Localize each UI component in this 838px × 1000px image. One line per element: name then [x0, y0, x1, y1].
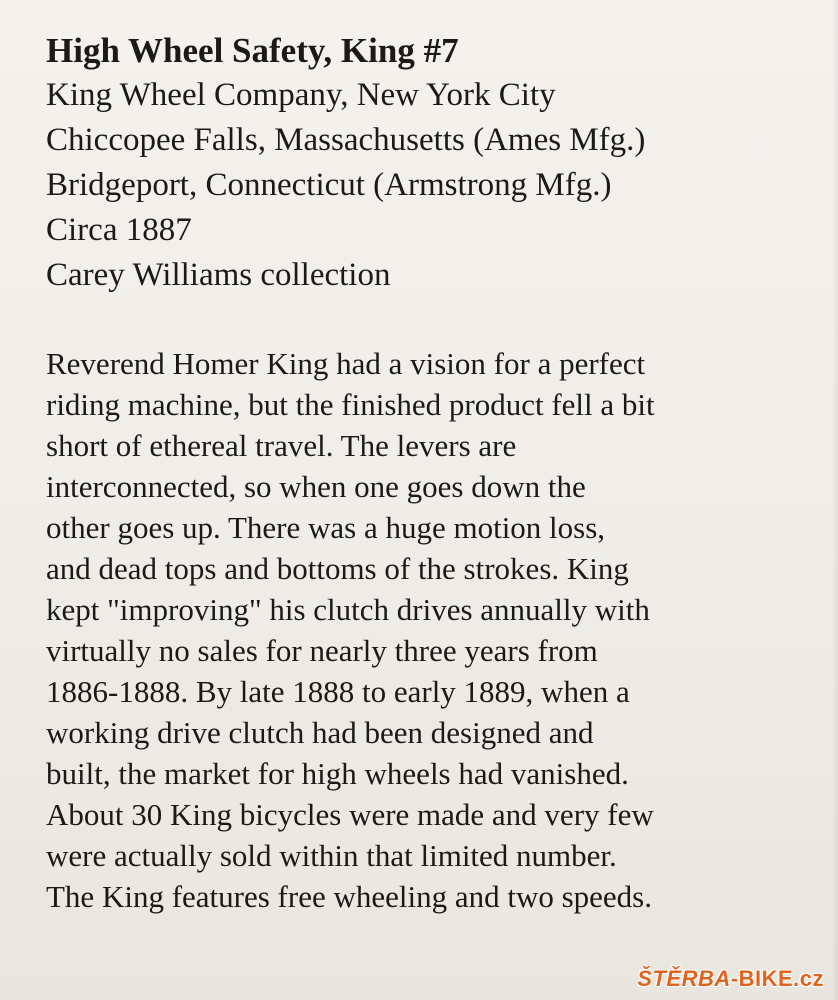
description-line: working drive clutch had been designed and: [46, 715, 594, 750]
description-line: 1886-1888. By late 1888 to early 1889, when a: [46, 674, 630, 709]
description-line: kept "improving" his clutch drives annually with: [46, 592, 650, 627]
description-line: were actually sold within that limited number.: [46, 838, 617, 873]
description-line: other goes up. There was a huge motion loss,: [46, 510, 606, 545]
location-line-1: Chiccopee Falls, Massachusetts (Ames Mfg.): [46, 122, 646, 158]
site-watermark: [637, 966, 824, 992]
description-line: Reverend Homer King had a vision for a perfect: [46, 346, 646, 381]
watermark-suffix: -BIKE.cz: [730, 966, 824, 991]
placard-edge-shadow: [832, 0, 838, 1000]
manufacturer-line: King Wheel Company, New York City: [46, 77, 556, 113]
description-line: interconnected, so when one goes down the: [46, 469, 586, 504]
location-line-2: Bridgeport, Connecticut (Armstrong Mfg.): [46, 167, 612, 203]
description-line: virtually no sales for nearly three years from: [46, 633, 598, 668]
description-line: and dead tops and bottoms of the strokes. King: [46, 551, 629, 586]
collection-line: Carey Williams collection: [46, 257, 391, 293]
watermark-brand: ŠTĚRBA: [637, 966, 731, 991]
description-line: The King features free wheeling and two speeds.: [46, 879, 652, 914]
placard-title: High Wheel Safety, King #7: [46, 31, 459, 70]
description-line: built, the market for high wheels had vanished.: [46, 756, 629, 791]
description-line: About 30 King bicycles were made and very few: [46, 797, 654, 832]
date-line: Circa 1887: [46, 212, 192, 248]
description-line: short of ethereal travel. The levers are: [46, 428, 517, 463]
description-line: riding machine, but the finished product fell a bit: [46, 387, 655, 422]
placard-text: [46, 28, 816, 917]
placard-header-details: [46, 73, 816, 298]
placard-description: [46, 343, 816, 917]
